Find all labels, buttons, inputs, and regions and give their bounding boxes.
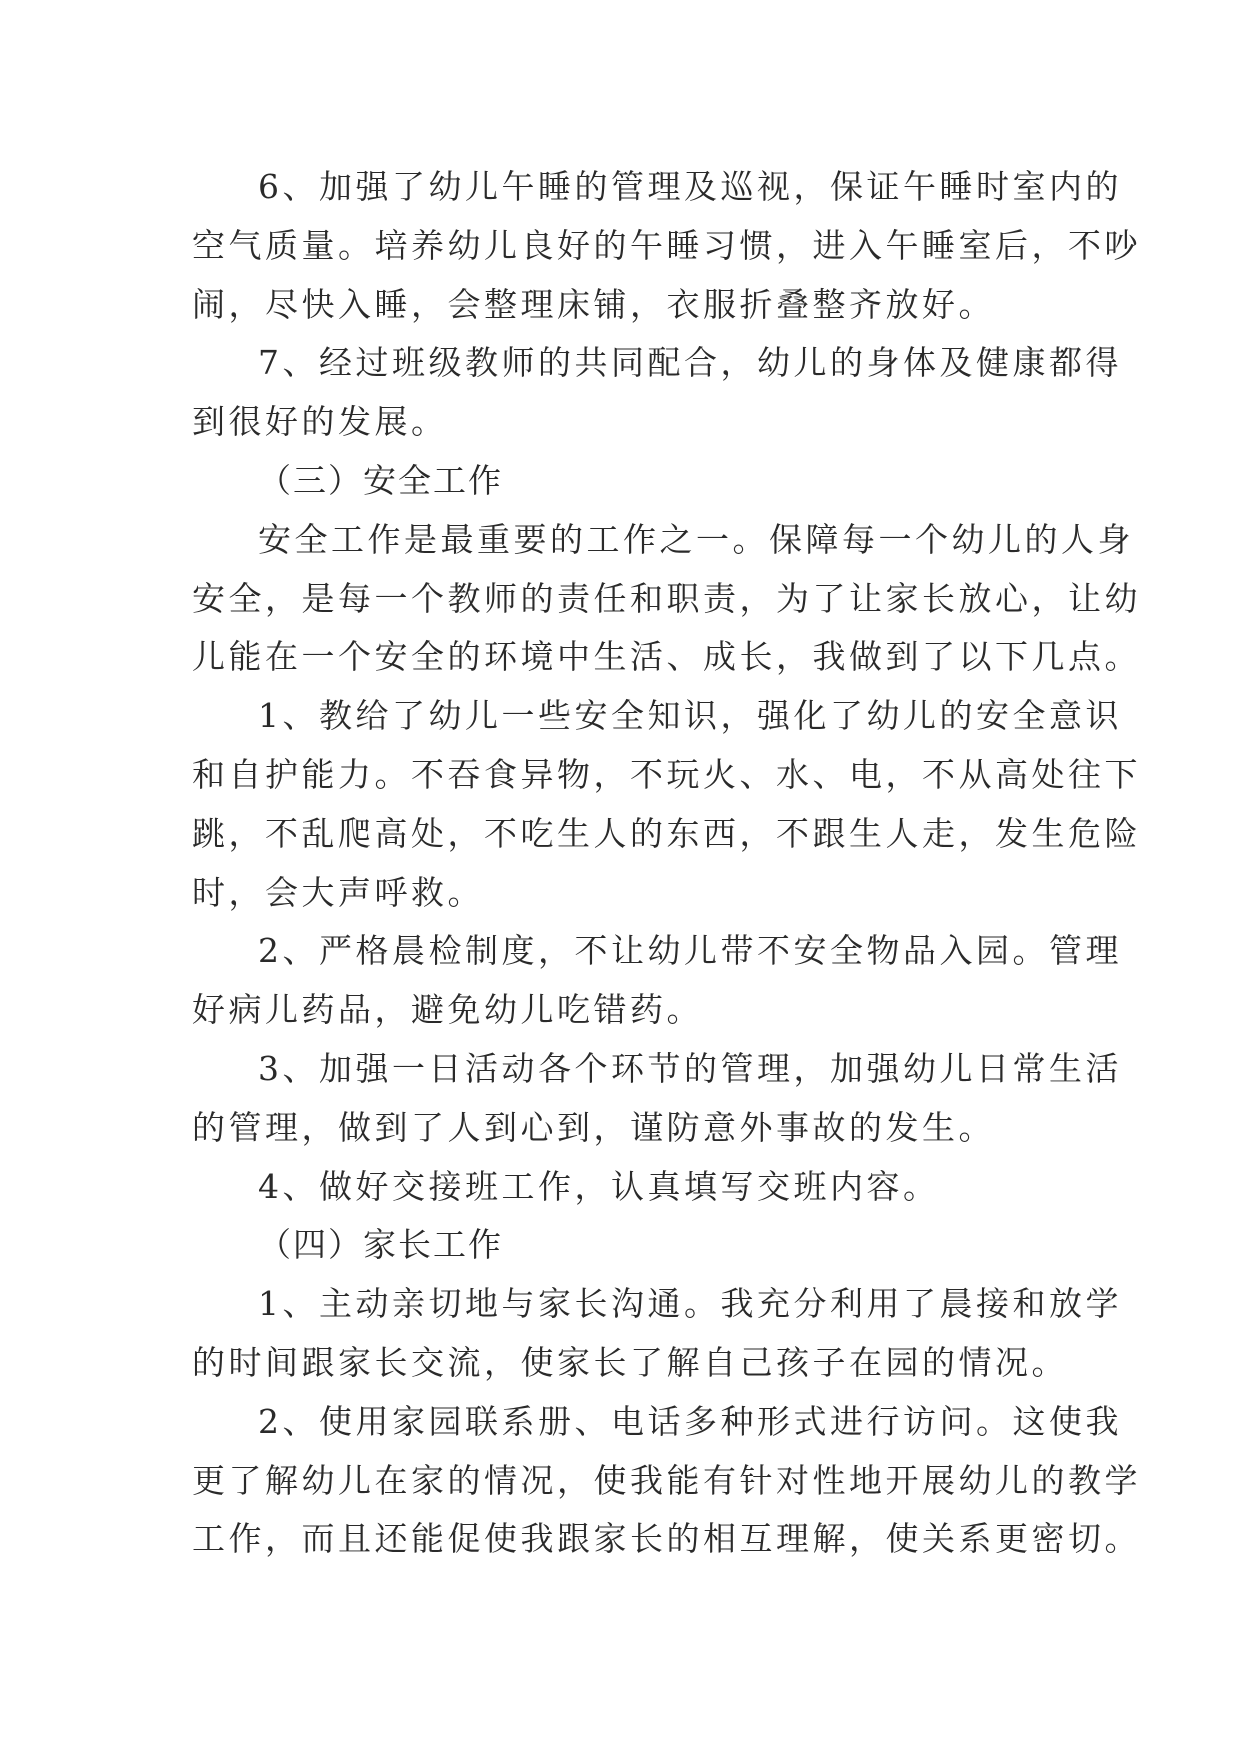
paragraph-parents-1 bbox=[192, 1275, 1122, 1393]
text-line: 2、严格晨检制度，不让幼儿带不安全物品入园。管理 bbox=[258, 931, 1122, 971]
text-line: 跳，不乱爬高处，不吃生人的东西，不跟生人走，发生危险 bbox=[192, 813, 1141, 853]
paragraph-safety-4 bbox=[192, 1158, 1052, 1217]
text-line: 儿能在一个安全的环境中生活、成长，我做到了以下几点。 bbox=[192, 637, 1141, 677]
text-line: 4、做好交接班工作，认真填写交班内容。 bbox=[258, 1166, 940, 1206]
text-line: 2、使用家园联系册、电话多种形式进行访问。这使我 bbox=[258, 1401, 1122, 1441]
text-line: 安全工作是最重要的工作之一。保障每一个幼儿的人身 bbox=[258, 519, 1134, 559]
text-line: 的管理，做到了人到心到，谨防意外事故的发生。 bbox=[192, 1107, 995, 1147]
text-line: 闹，尽快入睡，会整理床铺，衣服折叠整齐放好。 bbox=[192, 284, 995, 324]
paragraph-item-6 bbox=[192, 158, 1141, 334]
text-line: 安全，是每一个教师的责任和职责，为了让家长放心，让幼 bbox=[192, 578, 1141, 618]
paragraph-parents-2 bbox=[192, 1393, 1141, 1569]
text-line: 到很好的发展。 bbox=[192, 402, 448, 442]
paragraph-safety-3 bbox=[192, 1040, 1122, 1158]
text-line: 好病儿药品，避免幼儿吃错药。 bbox=[192, 990, 703, 1030]
text-line: 7、经过班级教师的共同配合，幼儿的身体及健康都得 bbox=[258, 343, 1122, 383]
paragraph-safety-2 bbox=[192, 922, 1122, 1040]
document-body bbox=[192, 158, 1141, 1569]
text-line: 的时间跟家长交流，使家长了解自己孩子在园的情况。 bbox=[192, 1342, 1068, 1382]
text-line: 6、加强了幼儿午睡的管理及巡视，保证午睡时室内的 bbox=[258, 167, 1122, 206]
text-line: 空气质量。培养幼儿良好的午睡习惯，进入午睡室后，不吵 bbox=[192, 225, 1141, 265]
paragraph-safety-intro bbox=[192, 511, 1141, 687]
text-line: 更了解幼儿在家的情况，使我能有针对性地开展幼儿的教学 bbox=[192, 1460, 1141, 1500]
heading-text: （三）安全工作 bbox=[258, 460, 503, 500]
section-heading-parents bbox=[192, 1216, 1052, 1275]
text-line: 3、加强一日活动各个环节的管理，加强幼儿日常生活 bbox=[258, 1048, 1122, 1088]
paragraph-item-7 bbox=[192, 334, 1122, 452]
text-line: 1、主动亲切地与家长沟通。我充分利用了晨接和放学 bbox=[258, 1284, 1122, 1324]
text-line: 时，会大声呼救。 bbox=[192, 872, 484, 912]
heading-text: （四）家长工作 bbox=[258, 1225, 503, 1265]
paragraph-safety-1 bbox=[192, 687, 1141, 922]
section-heading-safety bbox=[192, 452, 1052, 511]
text-line: 1、教给了幼儿一些安全知识，强化了幼儿的安全意识 bbox=[258, 696, 1122, 736]
text-line: 工作，而且还能促使我跟家长的相互理解，使关系更密切。 bbox=[192, 1519, 1141, 1559]
text-line: 和自护能力。不吞食异物，不玩火、水、电，不从高处往下 bbox=[192, 754, 1141, 794]
